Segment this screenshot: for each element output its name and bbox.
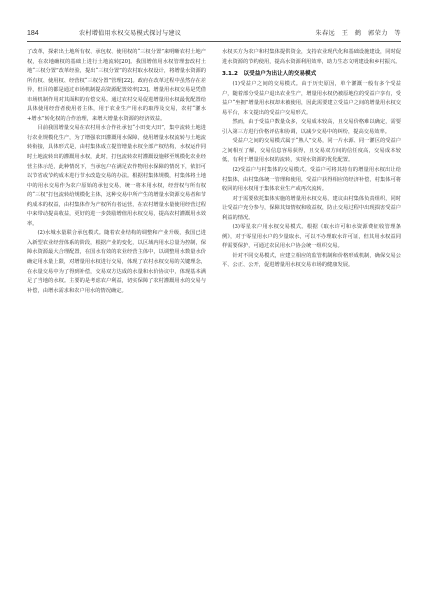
running-header xyxy=(27,28,401,40)
right-column xyxy=(222,48,401,271)
paragraph: 受益户之间的交易模式属于“熟人”交易，同一片水源、同一灌区的受益户之间相互了解，交易信息容易获得，且交易双方间的信任度高，交易成本较低，有利于增量用水权的流转，实现水资源的优化配置。 xyxy=(222,138,401,164)
paragraph: (2)水城水量联合承包模式。随着农业结构的调整和产业升级，我国已进入新型农业经营体系的阶段，根据产业的变化，以区域内用水总量为控制，保障水资源最大合理配置，在国水有效的农业经营主体中，以调整用水数量水价确定用水量上限，对增量用水权进行交易，体现了农村水权交易的关键理念，在水量交易中为了得到补偿，交易双方达成的水量和水价协议中，体现基本满足了当地的水权。主要的是考虑农户利益，切实保障了农村灌溉用水的交易与补偿，由增水需求和农户用水的情况确定。 xyxy=(27,230,206,294)
page-number: 184 xyxy=(27,30,39,37)
paragraph: 针对不同交易模式，应建立相应的监管机制和价格形成机制，确保交易公平、公正、公开，促进增量用水权交易市场的健康发展。 xyxy=(222,252,401,269)
paragraph: 水权买方为农户和村集体提供资金，支持农业现代化和基础设施建设，同时促进水资源的节约使用，提高水资源利用效率，助力生态文明建设和乡村振兴。 xyxy=(222,49,401,65)
paragraph: (2)受益户与村集体的交易模式。受益户可将其持有的增量用水权出让给村集体，由村集体统一管理和使用，受益户获得相应的经济补偿，村集体可将收回的用水权用于集体农业生产或再次流转。 xyxy=(222,167,401,193)
header-rule xyxy=(27,41,401,42)
paragraph: 目前我国增量交易在农村用水合作社承包“小田变大田”，集中流转土地进行农业规模化生产，为了增强农田灌溉用水保障，使用增量水权流转与土地流转衔接，具体形式是，由村集体成立提管增量水权全部产权结构，水权运作同时土地流转出的灌溉用水权，此时，打包流转农村灌溉设施移至规模化农业经营主体示范，此种情况下，当承包户在满足农作物用水保障的情况下，依旧可以节省或节约成本进行节水改造交易的办法。根据村集体规模，村集体将土地中的用水交易作为农户原始的承包交易，统一将本用水权，经营权与所有权的“三权”打包流转给规模化主体，这种交易中所产生的增量水资源交易者和节约成本的权益，由村集体作为产权所有者运营，在农村增量水量使用经营过程中来带动提高收益，更好的进一步鼓励增值用水权交易，提高农村灌溉用水效率。 xyxy=(27,125,206,227)
paragraph: 对于需要依托集体实施的增量用水权交易，建议由村集体负责组织，同时让受益户充分参与，保障其知情权和收益权，防止交易过程中出现损害受益户利益的情况。 xyxy=(222,195,401,221)
paragraph: (3)零星农户用水权交易模式。根据《取水许可和水资源费征收管理条例》，对于零星用水户的少量取水，可以不办理取水许可证，但其用水权益同样需要保护，可通过农民用水户协会统一组织交易。 xyxy=(222,224,401,250)
left-column xyxy=(27,48,206,296)
running-title: 农村增值用水权交易模式探讨与建议 xyxy=(79,30,182,37)
paragraph: 然而，由于受益户数量众多，交易成本较高，且交易价格难以确定，需要引入第三方进行价格评估和协调，以减少交易中的纠纷，提高交易效率。 xyxy=(222,119,401,135)
section-heading: 3.1.2 以受益户为出让人的交易模式 xyxy=(222,71,317,78)
paragraph: 了改革，探索出土地所有权、承包权、使用权的“三权分置”来明晰农村土地产权，在农地确权的基础上进行土地流转[20]。我国增值用水权管理套改村土地“三权分置”改革经验，提出“三权分置”的农村取水权设计，将增量水资源的所有权、使用权、经营权“三权分置”管理[22]。政府在改革过程中虽然存在差异，但目的都是通过市场机制提高资源配置效率[23]。增量用水权交易是凭借市场机制作用对其面积的有偿交易。通过农村交易促进增量用水权最优配置给具体使用经营者使用者主体，用于农业生产用水的取得及交易，农村“灌水+增水”转化权的合作治理，来增大增量水资源的经济效益。 xyxy=(27,49,206,122)
header-authors: 朱春远 王 鹤 郭荣力 等 xyxy=(315,30,401,37)
paragraph: (1)受益户之间的交易模式。由于历史原因，单个灌溉一般有多个受益户，随着部分受益户退出农业生产，增量用水权仍被原地位的受益户享有，受益户“坐拥”增量用水权却未被使用，因此需要建立受益户之间的增量用水权交易平台，本文提出的受益户交易形式。 xyxy=(222,81,401,116)
